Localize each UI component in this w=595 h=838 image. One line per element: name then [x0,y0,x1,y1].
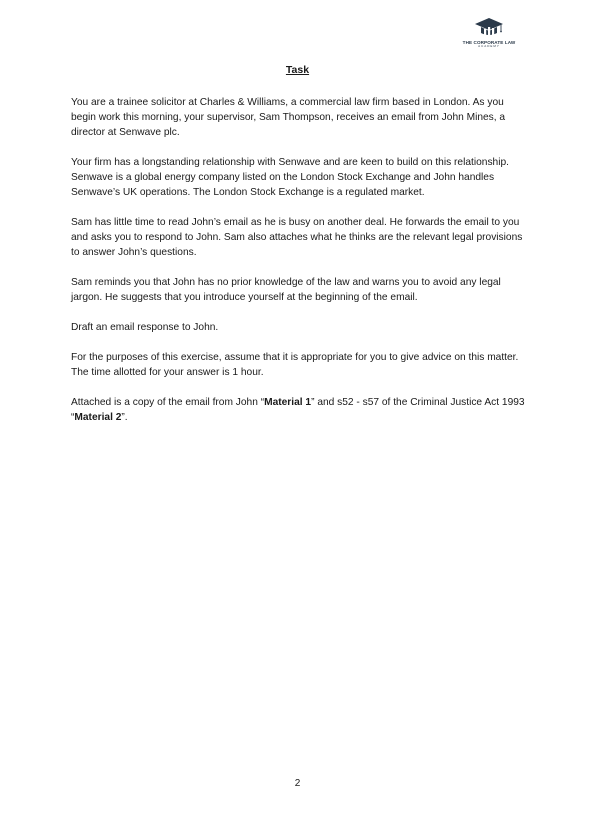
logo-subtext: ACADEMY [478,44,500,49]
attachment-text: ” and s52 - s57 of the Criminal Justice Act 1993 “ [71,397,525,423]
paragraph-relationship: Your firm has a longstanding relationship with Senwave and are keen to build on this relationship. Senwave is a global energy company listed on the London Stock Exchange and John handles Senwave’s UK operations. The London Stock Exchange is a regulated market. [71,157,509,198]
material-2-label: Material 2 [74,412,122,423]
logo-text: THE CORPORATE LAW [462,40,516,45]
corporate-law-academy-logo [458,16,520,48]
page-number: 2 [294,778,301,789]
attachment-text: Attached is a copy of the email from John “ [71,397,265,408]
paragraph-forward: Sam has little time to read John’s email as he is busy on another deal. He forwards the email to you and asks you to respond to John. Sam also attaches what he thinks are the relevant legal provisions to answer John’s questions. [71,217,523,258]
graduation-cap-icon [474,16,504,38]
paragraph-instruction: Draft an email response to John. [71,322,219,333]
material-1-label: Material 1 [264,397,312,408]
paragraph-assumption: For the purposes of this exercise, assume that it is appropriate for you to give advice on this matter. The time allotted for your answer is 1 hour. [71,352,519,378]
task-body [71,95,531,440]
paragraph-attachments [71,395,531,425]
paragraph-intro: You are a trainee solicitor at Charles & Williams, a commercial law firm based in London. As you begin work this morning, your supervisor, Sam Thompson, receives an email from John Mines, a director at Senwave plc. [71,97,506,138]
attachment-text: ”. [121,412,128,423]
page-title: Task [285,64,310,76]
paragraph-jargon: Sam reminds you that John has no prior knowledge of the law and warns you to avoid any legal jargon. He suggests that you introduce yourself at the beginning of the email. [71,277,501,303]
